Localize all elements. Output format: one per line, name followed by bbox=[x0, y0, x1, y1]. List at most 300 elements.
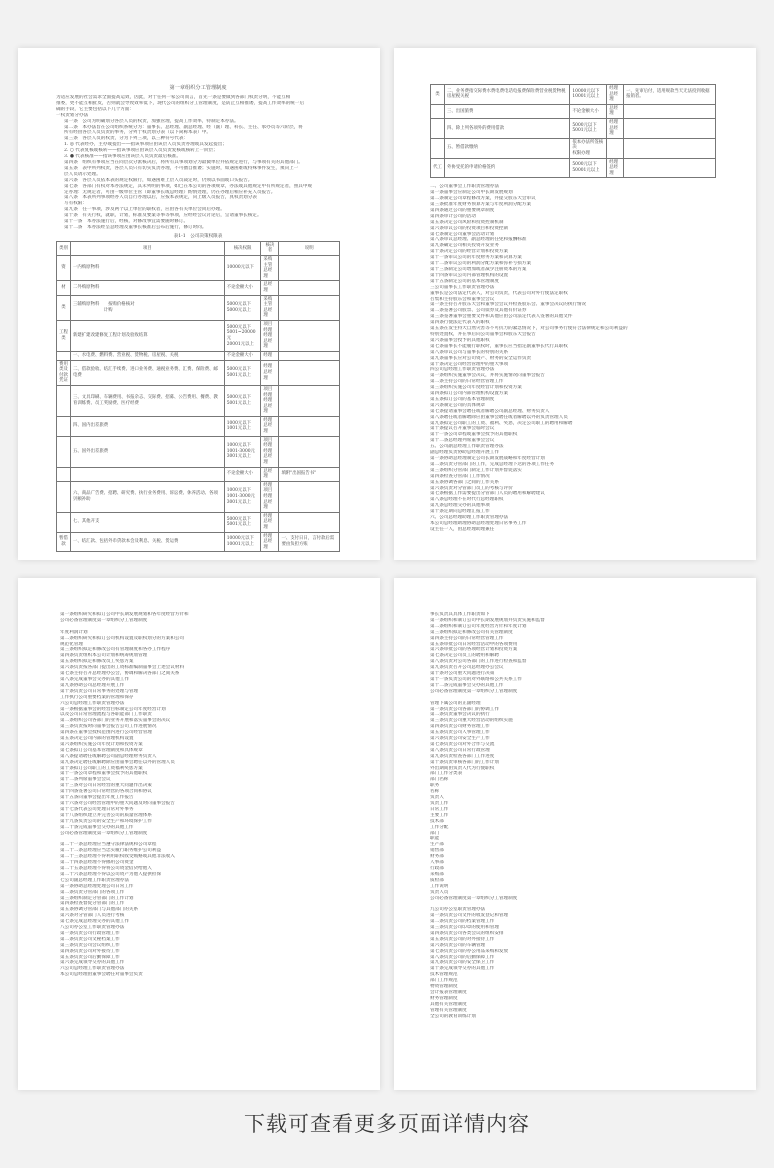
download-more-caption: 下载可查看更多页面详情内容 bbox=[244, 1112, 530, 1136]
text-line: 第八条完成董事会交办的其他工作 bbox=[60, 676, 129, 682]
text-line: 第七条拟订公司基本管理制度和具体规章 bbox=[60, 747, 143, 753]
table-row bbox=[57, 436, 340, 467]
text-line: 第一条组织研究和拟订公司中长期发展规划和各年度经营方针和 bbox=[60, 612, 189, 617]
text-line: 设主任一人，由总经理助理兼任 bbox=[430, 526, 495, 532]
note-cell bbox=[624, 158, 716, 178]
text-line: 第六条组织实施公司年度计划和投资方案 bbox=[60, 741, 143, 747]
approver-cell: 经理 bbox=[261, 351, 279, 360]
table-row bbox=[57, 385, 340, 416]
text-line: 第五条负责公司后勤保障工作 bbox=[60, 954, 120, 960]
limit-cell: 依本办法所签核决 权限办理 bbox=[570, 138, 607, 158]
text-line: 第四条主持公司的日常经营管理工作 bbox=[430, 635, 504, 641]
table-row bbox=[57, 360, 340, 385]
text-line: 第二条负责分管部门的各项工作 bbox=[60, 889, 125, 895]
text-line: 第六条 各层人员依本表的规定权限行，如遇困难上层人员裁定时，仍须以书面或口头报告。 bbox=[64, 177, 253, 183]
approver-cell: 经理 总经理 bbox=[261, 416, 279, 436]
text-line: 第十条定期向总经理汇报工作 bbox=[430, 509, 490, 515]
text-line: 第六条审批公司的各项经营计划和投资方案 bbox=[430, 647, 518, 653]
text-line: 第四条行使法定代表人的职权 bbox=[430, 320, 490, 326]
table-row bbox=[57, 416, 340, 436]
text-line: 第一条根据董事会的经营目标制定公司年度经营计划 bbox=[60, 706, 166, 712]
note-cell bbox=[279, 256, 340, 281]
text-line: 部门 bbox=[430, 830, 440, 836]
table-row bbox=[57, 256, 340, 281]
text-line: 第一条协助总经理处理公司日常工作 bbox=[60, 883, 134, 889]
text-line: 第六条审议公司的投资项目和投资控制 bbox=[430, 225, 509, 231]
text-line: 第七条董事长不能履行职权时，董事长应当指定副董事长代行其职权 bbox=[430, 343, 568, 349]
item-cell: 一、结汇款、包括外币贷款本会及利息、关税、货运费 bbox=[71, 532, 225, 552]
text-line: 工作说明 bbox=[430, 883, 449, 889]
text-line: 第十二条完成董事会交办的其他工作 bbox=[430, 682, 504, 688]
text-line: 七公司副总经理工作职责管理办法 bbox=[60, 877, 129, 883]
note-cell bbox=[624, 104, 716, 118]
text-line: 第一条组织实施董事会决议，并将实施情况向董事会报告 bbox=[430, 373, 545, 379]
limit-cell: 5000元以下 5001元以上 bbox=[224, 512, 261, 532]
text-line: 第八条 本表所列事项经办人员自行办理以后，应按本表规定，向上级人员报告，真权责划分表 bbox=[64, 195, 257, 201]
text-line: 第十九条负责公司的安全生产和环境保护工作 bbox=[60, 818, 152, 824]
text-line: 第六条完成领导交办的其他工作 bbox=[60, 960, 125, 966]
text-line: 为适应发展的社会需求全面提高运效，因此，对于任何一家公司而言，首先一条是要做到各部门权责分明，不能互相 bbox=[56, 95, 291, 100]
text-line: 以及公司日常管理流程与各职能部门工作职责 bbox=[60, 712, 152, 718]
text-line: 第十条决定公司的经营计划和投资方案 bbox=[430, 249, 509, 255]
category-cell bbox=[431, 138, 445, 158]
text-line: 第四条审计公司的活动 bbox=[430, 213, 476, 219]
text-line: 第六条对分管部门人员进行考核 bbox=[60, 913, 125, 919]
approver-cell bbox=[607, 138, 624, 158]
text-line: 副总经理负责协助总经理开展工作 bbox=[430, 450, 499, 456]
category-cell: 材 bbox=[57, 281, 71, 295]
table-row bbox=[431, 118, 716, 138]
table-header-row bbox=[57, 241, 340, 255]
approval-table-continued bbox=[430, 84, 716, 178]
limit-cell: 10000元以下 10001元以上 bbox=[570, 85, 607, 105]
text-line: 第一条主持召开股东大会和董事会会议并检查股东会、董事会决议的执行情况 bbox=[430, 302, 587, 308]
text-line: 采购部 bbox=[430, 871, 444, 877]
text-line: 会计报表管理制度 bbox=[430, 990, 467, 995]
text-line: 第一条董事会应制定公司中长期发展规划 bbox=[430, 190, 513, 196]
category-cell bbox=[431, 118, 445, 138]
text-line: 第四条负责公司各类会议的组织安排 bbox=[430, 930, 504, 936]
text-line: 第二条组织研究和拟订公司机构设置及职权划分的方案和公司 bbox=[60, 635, 185, 641]
text-line: 层人员请示处理。 bbox=[64, 171, 101, 177]
text-line: 第九条负责公司的安全保卫工作 bbox=[430, 960, 495, 966]
item-cell: 一、水电费、燃料费、营业税、货物税、房屋税、关税 bbox=[71, 351, 225, 360]
text-line: 二、公司董事会工作职责管理办法 bbox=[430, 184, 499, 190]
table-row bbox=[57, 281, 340, 295]
text-line: 第二条制定公司章程修改方案，并提交股东大会审议 bbox=[430, 196, 536, 202]
text-line: 第四条负责组织本公司计划和统筹规划管理 bbox=[60, 653, 148, 659]
text-line: 第二条主持公司的日常经营管理工作 bbox=[430, 379, 504, 385]
text-line: 第四条负责公司财务管理工作 bbox=[430, 724, 490, 730]
text-line: 第十二条 本办法经呈总经理及董事长核准后公布后施行，修订时同。 bbox=[64, 224, 207, 230]
text-line: 第三条 各层人员的权责，分为下列三项，以三种符号代表： bbox=[64, 136, 189, 142]
category-cell: 代工 bbox=[431, 158, 445, 178]
text-line: 第四条 组织有事项应当在同层次分派核决后，将所有其事项划分为最微单位并依规定进行，与事项有关的其他部门。 bbox=[64, 159, 303, 165]
text-line: 第十条 有关行权，就职，计划，标准及要案等事等事项，应经经会议讨论后，呈请董事长核定。 bbox=[64, 213, 262, 219]
item-cell: 外协受托的申请价格签约 bbox=[445, 158, 570, 178]
text-line: 第四条拟订公司内部管理机构设置方案 bbox=[430, 391, 509, 397]
text-line: 第八条聘任或者解聘除应由董事会聘任或者解聘以外的负责管理人员 bbox=[430, 414, 568, 420]
text-line: 负责人 bbox=[430, 795, 444, 801]
note-cell bbox=[279, 481, 340, 512]
text-line: 人事部 bbox=[430, 860, 444, 866]
text-line: 管理下属公司的正副经理 bbox=[430, 700, 481, 706]
document-page-2 bbox=[394, 48, 756, 560]
text-line: 负责工作 bbox=[430, 801, 449, 806]
text-line: 第一条 公司为明确划分各层人员的权责，加强管理，提高工作效率，特制定本办法。 bbox=[64, 118, 239, 124]
limit-cell: 5000元以下 5000元以上 bbox=[224, 295, 261, 320]
text-line: 第七条负责公司的办公用品采购和发放 bbox=[430, 948, 509, 954]
text-line: 技术部 bbox=[430, 818, 444, 824]
note-cell bbox=[279, 295, 340, 320]
body-text bbox=[430, 612, 716, 1020]
text-line: 第十二条审议公司的利润分配方案和弥补亏损方案 bbox=[430, 261, 532, 267]
text-line: 第十一条公司章程和董事会授予的其他职权 bbox=[60, 771, 148, 777]
approver-cell: 总经理 bbox=[607, 104, 624, 118]
table-row bbox=[57, 512, 340, 532]
text-line: 本公司总经理助理协助总经理处理日常事务工作 bbox=[430, 520, 527, 526]
text-line: 第十五条制定公司的基本管理制度 bbox=[430, 278, 499, 284]
text-line: 第十条负责审核各部门的工作计划 bbox=[430, 759, 499, 765]
text-line: 第十八条组织建立并完善公司的质量管理体系 bbox=[60, 812, 152, 818]
text-line: 六、公司总经理助理工作职责管理办法 bbox=[430, 515, 509, 521]
category-cell: 类 bbox=[431, 85, 445, 105]
text-line: 第八条负责对公司各部门的工作进行检查和监督 bbox=[430, 659, 527, 665]
text-line: 第一条协助总经理制定公司长期发展战略和年度经营计划 bbox=[430, 456, 545, 461]
text-line: 第三条负责公司重大经营活动的组织实施 bbox=[430, 718, 513, 724]
table-row bbox=[431, 104, 716, 118]
text-line: 第二条 本办法旨在公司组织系统分为：董事长、总经理、副总经理、经（副）理、科长、主任、承办员等六阶层，将 bbox=[64, 124, 303, 130]
text-line: 第七条制定公司董事会活动计划 bbox=[430, 231, 495, 237]
text-line: 第十一条负责公司的对外联络和公共关系工作 bbox=[430, 676, 522, 682]
limit-cell: 1000元以下 1001元以上 bbox=[224, 416, 261, 436]
text-line: 日常工作 bbox=[430, 806, 449, 812]
text-line: 确的手段，它主要包括以下几个方面： bbox=[56, 106, 135, 112]
text-line: 九公司办公室职责管理办法 bbox=[430, 907, 486, 913]
approver-cell: 采购主管 总经理 bbox=[261, 295, 279, 320]
table-row bbox=[57, 532, 340, 552]
text-line: 部门名称 bbox=[430, 777, 449, 783]
text-line: 第五条组织拟定和修改员工奖惩方案 bbox=[60, 659, 134, 665]
approver-cell: 经理 项目经理 总经理 bbox=[261, 481, 279, 512]
document-page-3 bbox=[18, 578, 380, 1090]
text-line: 工作执行公司重要档案的管理和保存 bbox=[60, 694, 134, 700]
category-cell: 资 bbox=[57, 256, 71, 281]
text-line: 第四条通过公司的重要规章制度 bbox=[430, 207, 495, 213]
table-row bbox=[57, 320, 340, 351]
text-line: 第二条负责分管部门的工作，完成总经理下达的各项工作任务 bbox=[430, 461, 555, 467]
note-cell bbox=[279, 416, 340, 436]
text-line: 财务部 bbox=[430, 854, 444, 860]
text-line: 其他有关管理制度 bbox=[430, 1001, 467, 1007]
text-line: 第四条检查分管部门工作情况 bbox=[430, 473, 490, 479]
text-line: 第七条根据工作需要提出分管部门人员的聘用和解聘建议 bbox=[430, 491, 545, 497]
text-line: 财务管理制度 bbox=[430, 995, 458, 1001]
category-cell bbox=[431, 104, 445, 118]
category-cell: 工程类 bbox=[57, 320, 71, 351]
category-cell: 暂借款 bbox=[57, 532, 71, 552]
header-limit: 核决权限 bbox=[224, 241, 261, 255]
limit-cell: 不论金额大小 bbox=[224, 351, 261, 360]
text-line: 第十条对公司重大问题进行决策 bbox=[430, 671, 495, 677]
note-cell bbox=[279, 351, 340, 360]
text-line: 销售部 bbox=[430, 848, 444, 854]
limit-cell: 10000元以下 bbox=[224, 256, 261, 281]
text-line: 第二条组织和制订公司年度经营方针和年度计划 bbox=[430, 623, 527, 629]
text-line: 第十条拟订公司职工的工资福利奖惩方案 bbox=[60, 765, 143, 771]
text-line: 第九条总经理交办的其他事项 bbox=[430, 503, 490, 509]
text-line: 第八条负责公司的后勤保障工作 bbox=[430, 954, 495, 960]
text-line: 第三条负责公司印章的使用和管理 bbox=[430, 925, 499, 931]
text-line: 第十一条审议公司的年度财务方案和决算方案 bbox=[430, 255, 522, 261]
approval-table bbox=[56, 241, 340, 553]
text-line: 第九条确定公司相关投资开发业务 bbox=[430, 243, 499, 249]
note-cell bbox=[279, 281, 340, 295]
text-line: 第十二条列席董事会会议 bbox=[60, 777, 111, 783]
text-line: 五、公司副总经理工作职责管理办法 bbox=[430, 444, 504, 450]
text-line: 第九条董事长应对公司资产、财务的安全运作负责 bbox=[430, 355, 532, 361]
category-cell: 费用类及付款凭证 bbox=[57, 360, 71, 385]
text-line: 公司必备管理制度第一章组织分工管理制度 bbox=[60, 617, 148, 623]
text-line: 第十条负责公司日常事务的处理与管理 bbox=[60, 688, 139, 694]
category-cell bbox=[57, 436, 71, 467]
text-line: 第二条负责董事会决议的执行 bbox=[430, 712, 490, 718]
limit-cell: 10000元以下 10001元以上 bbox=[224, 532, 261, 552]
text-line: 职能 bbox=[430, 836, 440, 842]
category-cell: 类 bbox=[57, 295, 71, 320]
text-line: 第四条负责公司对外接待工作 bbox=[60, 948, 120, 954]
text-line: 第十一条公司章程或董事会授予的其他职权 bbox=[430, 432, 518, 438]
limit-cell: 5000元以下 5001元以上 bbox=[570, 118, 607, 138]
item-cell: 五、国外出差旅费 bbox=[71, 436, 225, 467]
text-line: 第八条审议总经理、副总经理的任免和报酬标准 bbox=[430, 237, 527, 243]
text-line: 第二十条完成董事会交办的其他工作 bbox=[60, 824, 134, 830]
table-row bbox=[431, 158, 716, 178]
category-cell bbox=[57, 467, 71, 481]
approver-cell: 经理 总经理 bbox=[607, 158, 624, 178]
table-row bbox=[57, 295, 340, 320]
text-line: 第六条董事会授予的其他职权 bbox=[430, 337, 490, 343]
limit-cell: 不论金额大小 bbox=[570, 104, 607, 118]
text-line: 名称 bbox=[430, 789, 440, 795]
table-row bbox=[431, 138, 716, 158]
text-line: 第二条负责公司文秘档案工作 bbox=[60, 936, 120, 942]
text-line: 外出期间由负责人代为行使职权 bbox=[430, 765, 495, 771]
approver-cell: 经理 总经理 bbox=[607, 85, 624, 105]
item-cell: 三、出国旅费 bbox=[445, 104, 570, 118]
limit-cell: 1000元以下 1001-3000元 3001元以上 bbox=[224, 481, 261, 512]
limit-cell: 不论金额大小 bbox=[224, 281, 261, 295]
text-line: 第三条组织拟定和修改公司有关管理制度 bbox=[430, 629, 513, 635]
text-line: 第九条负责召开公司总经理办公会议 bbox=[430, 665, 504, 671]
note-cell bbox=[279, 512, 340, 532]
text-line: 第十条完成领导交办的其他工作 bbox=[430, 966, 495, 972]
intro-text bbox=[56, 95, 340, 231]
text-line: 第一条负责公司各部门的协调工作 bbox=[430, 706, 499, 712]
text-line: 第四条检查督促分管部门的工作 bbox=[60, 901, 125, 907]
text-line: 第八条审议公司与董事长的特别的关系 bbox=[430, 349, 509, 355]
text-line: 三公司董事长工作职责管理办法 bbox=[430, 284, 495, 290]
text-line: 第二十四条总经理不得挪用公司资金 bbox=[60, 860, 134, 866]
text-line: 质检部 bbox=[430, 877, 444, 883]
text-line: 推委，更不能互相扯皮，否则就会导致效率低下，现代公司的组织分工管理制度，是防止互相推诿，提高工作效率的统一后 bbox=[56, 100, 305, 106]
page-title: 第一章组织分工管理制度 bbox=[169, 85, 227, 91]
approver-cell: 采购主管 总经理 bbox=[261, 256, 279, 281]
text-line: 第十四条审议公司内部管理机构的设置 bbox=[430, 272, 509, 278]
limit-cell: 5000元以下 5001元以上 bbox=[224, 360, 261, 385]
text-line: 第十六条对公司经营管理中的重大问题及时向董事会报告 bbox=[60, 801, 175, 806]
approver-cell: 经理 总经理 bbox=[607, 118, 624, 138]
text-line: 六公司总经理工作职责管理办法 bbox=[60, 700, 125, 706]
item-cell: 三、文具印刷、车辆费用、书报杂志、交际费、招募、公告费用、餐费、教育训练费、员工奖励费、医疗经费 bbox=[71, 385, 225, 416]
text-line: 第七条完成总经理交办的其他工作 bbox=[60, 919, 129, 925]
text-line: 第十条提议召开董事会临时会议 bbox=[430, 426, 495, 432]
text-line: 职务 bbox=[430, 783, 440, 789]
note-cell bbox=[279, 320, 340, 351]
text-line: 公司必备管理制度第一章组织分工管理制度 bbox=[60, 830, 148, 836]
text-line: 第六条负责公司的车辆管理 bbox=[430, 942, 486, 948]
note-cell bbox=[279, 360, 340, 385]
text-line: 公司必备管理制度第一章组织分工管理制度 bbox=[430, 895, 518, 901]
limit-cell: 5000元以下 5001元以上 bbox=[224, 385, 261, 416]
text-line: 第五条负责公司的对外接待工作 bbox=[430, 936, 495, 942]
body-text bbox=[430, 184, 716, 532]
approver-cell: 项目经理 经理 总经理 bbox=[261, 436, 279, 467]
item-cell: 三辅购原物料 按购价格核对 计购 bbox=[71, 295, 225, 320]
category-cell bbox=[57, 351, 71, 360]
note-cell bbox=[624, 138, 716, 158]
text-line: 第九条决定聘任或解聘除应由董事会聘任以外的管理人员 bbox=[60, 759, 175, 765]
category-cell bbox=[57, 416, 71, 436]
text-line: 六公司总经理工作职责管理办法 bbox=[60, 966, 125, 972]
text-line: 第七条 各部门有权对本办法规定，其未列明的事项，如已在本公司的各项规章，办法或其他规定中有所规定者，照其中规 bbox=[64, 183, 313, 189]
note-cell bbox=[279, 436, 340, 467]
item-cell: 四、除上列各项外的费用借款 bbox=[445, 118, 570, 138]
text-line: 第三条组织拟定和修改公司有管理制度和各办工作程序 bbox=[60, 647, 171, 653]
note-cell: 填附"出国报告书" bbox=[279, 467, 340, 481]
category-cell bbox=[57, 385, 71, 416]
limit-cell: 不论金额大小 bbox=[224, 467, 261, 481]
text-line: 第二十二条总经理应当忠实履行职务维护公司利益 bbox=[60, 848, 162, 854]
item-cell bbox=[71, 467, 225, 481]
text-line: 负责人员 bbox=[430, 889, 449, 895]
table-row bbox=[57, 467, 340, 481]
text-line: 第九条负责检查各部门工作进度 bbox=[430, 753, 495, 759]
text-line: 第二十五条总经理不得将公司资金借贷给他人 bbox=[60, 865, 152, 871]
text-line: 第三条组织实施公司年度经营计划和投资方案 bbox=[430, 385, 522, 391]
text-line: 第十四条签署公司日常经营的各项合同和协议 bbox=[60, 789, 152, 795]
text-line: 第五条协调各部门之间的工作关系 bbox=[430, 479, 499, 485]
text-line: 第五条决定公司风险和投资控制机制 bbox=[430, 219, 504, 225]
document-page-1 bbox=[18, 48, 380, 560]
note-cell bbox=[624, 118, 716, 138]
text-line: 年度利润计划 bbox=[60, 629, 88, 635]
limit-cell: 1000元以下 1001-3000元 3001元以上 bbox=[224, 436, 261, 467]
approver-cell: 经理 总经理 bbox=[261, 512, 279, 532]
item-cell: 一内购原物料 bbox=[71, 256, 225, 281]
text-line: 第五条协调分管部门与其他部门的关系 bbox=[60, 907, 139, 913]
text-line: 事长负责其具体工作职责如下 bbox=[430, 612, 490, 617]
text-line: 主要工作 bbox=[430, 812, 449, 818]
text-line: 第五条 表中所列权责，各层人员只有切实负责办理，不可擅自推诿；实施时，如遇困难或特殊事件发生，须向上一 bbox=[64, 165, 299, 171]
text-line: 第六条负责对分管部门员工的考核与评价 bbox=[430, 485, 513, 491]
text-line: 公司必备管理制度第一章组织分工管理制度 bbox=[430, 688, 518, 694]
text-line: 第一条负责公司文件的收发登记和管理 bbox=[430, 913, 509, 919]
item-cell: 二、借款验收、结汇手续费、进口业务费、通税业务费、汇费、保险费、邮电费 bbox=[71, 360, 225, 385]
text-line: 第二条签署公司股票、公司债券及其他有价证券 bbox=[430, 308, 527, 314]
text-line: 第七条决定公司员工的聘用和解聘 bbox=[430, 653, 499, 659]
text-line: 第七条提请董事会聘任或者解聘公司副总经理、财务负责人 bbox=[430, 408, 550, 414]
approver-cell: 总经理 bbox=[261, 467, 279, 481]
text-line: 第二十六条总经理不得以公司资产为他人提供担保 bbox=[60, 871, 162, 877]
text-line: 第七条主持召开总经理办公会，协调和解决各部门之间关系 bbox=[60, 671, 180, 677]
item-cell: 四、国内出差旅费 bbox=[71, 416, 225, 436]
approver-cell: 经理 总经理 bbox=[261, 532, 279, 552]
text-line: 物资管理制度 bbox=[430, 984, 458, 990]
text-line: 定办理：无规定者，可由一级单位主管（即董事长或总经理）酌情处理，仍在办理后相应补充人员报告。 bbox=[64, 189, 276, 195]
text-line: 第九条协助公司总经理开展工作 bbox=[60, 682, 125, 688]
text-line: 第二条组织公司各部门的业务开展和落实董事会的决议 bbox=[60, 718, 171, 724]
approver-cell: 经理 总经理 bbox=[261, 360, 279, 385]
text-line: 生产部 bbox=[430, 842, 444, 848]
approver-cell: 项目经理 经理 总经理 bbox=[261, 320, 279, 351]
text-line: 第十三条对公司日常经营的重大问题作出决策 bbox=[60, 783, 152, 789]
text-line: 第六条负责公司安全生产工作 bbox=[430, 736, 490, 742]
category-cell bbox=[57, 512, 71, 532]
text-line: 第六条负责按各部门提出的工资标准编制董事会上述会议材料 bbox=[60, 665, 185, 671]
text-line: 第一条组织和制订公司中长期发展规划并负责实施和监督 bbox=[430, 617, 545, 623]
item-cell: 六、商品广告费、招聘、研究费、执行业务费用、诉讼费、休养活动、各项贝额补助 bbox=[71, 481, 225, 512]
text-line: 第三条组织分管部门制定工作计划并督促落实 bbox=[430, 467, 522, 473]
table-row bbox=[57, 481, 340, 512]
text-line: 第三条签署董事会重要文件和其他应由公司法定代表人签署的其他文件 bbox=[430, 314, 573, 320]
text-line: 特别处置权，并在事后向公司董事会和股东大会报告 bbox=[430, 331, 536, 337]
text-line: 第一条负责公司行政管理工作 bbox=[60, 930, 120, 936]
text-line: 第十一条 本办法施行后，经核，对修改事宜需要随时修订。 bbox=[64, 219, 189, 225]
item-cell: 二外购原物料 bbox=[71, 281, 225, 295]
text-line: 第九条拟定公司职工的工资、福利、奖惩，决定公司职工的聘用和解聘 bbox=[430, 420, 573, 426]
item-cell: 新建扩建改建修复工程计划及验收结算 bbox=[71, 320, 225, 351]
header-note: 说明 bbox=[279, 241, 340, 255]
text-line: 第八条负责公司日常行政管理 bbox=[430, 747, 490, 753]
text-line: 规范化管理 bbox=[60, 641, 83, 647]
text-line: 写有权限： bbox=[64, 201, 87, 207]
text-line: 第五条拟订公司的基本管理制度 bbox=[430, 396, 495, 402]
note-cell: 一、支付日日，言付款后需要由负担方账 bbox=[279, 532, 340, 552]
approver-cell: 项目经理 经理 总经理 bbox=[261, 385, 279, 416]
text-line: 第二十三条总经理不得利用职权收受贿赂或其他非法收入 bbox=[60, 854, 175, 860]
text-line: 召集和主持股东会和董事会会议 bbox=[430, 296, 495, 302]
text-line: 八公司办公室工作职责管理办法 bbox=[60, 925, 125, 931]
text-line: 第十五条向董事会提出年度工作报告 bbox=[60, 795, 134, 801]
text-line: 2. ○ 代表复核或核转——指该事项应由该层人员负责复核或核转上一阶层； bbox=[64, 148, 218, 154]
item-cell: 五、暂借款缴纳 bbox=[445, 138, 570, 158]
note-cell bbox=[279, 385, 340, 416]
text-line: 本公司总经理由董事会聘任对董事会负责 bbox=[60, 972, 143, 978]
item-cell: 二、业务费指交际费水费电费电话电报费保险费营业税货物税房屋税关税 bbox=[445, 85, 570, 105]
text-line: 部门工作分类表 bbox=[430, 771, 463, 777]
text-line: 行政部 bbox=[430, 865, 444, 871]
text-line: 第二十一条总经理应当遵守法律法规和公司章程 bbox=[60, 842, 157, 848]
header-approver: 核决者 bbox=[261, 241, 279, 255]
text-line: 第六条制定公司的具体规章 bbox=[430, 402, 486, 408]
text-line: 一权责划分办法 bbox=[56, 112, 89, 118]
text-line: 第八条提请聘任或解聘公司副总经理财务负责人 bbox=[60, 753, 157, 759]
text-line: 第十条决定公司经营管理中的重大事项 bbox=[430, 361, 509, 367]
header-item: 项目 bbox=[71, 241, 225, 255]
limit-cell: 5000元以下 50001元以上 bbox=[570, 158, 607, 178]
text-line: 全公司的教育训练计划 bbox=[430, 1013, 476, 1019]
